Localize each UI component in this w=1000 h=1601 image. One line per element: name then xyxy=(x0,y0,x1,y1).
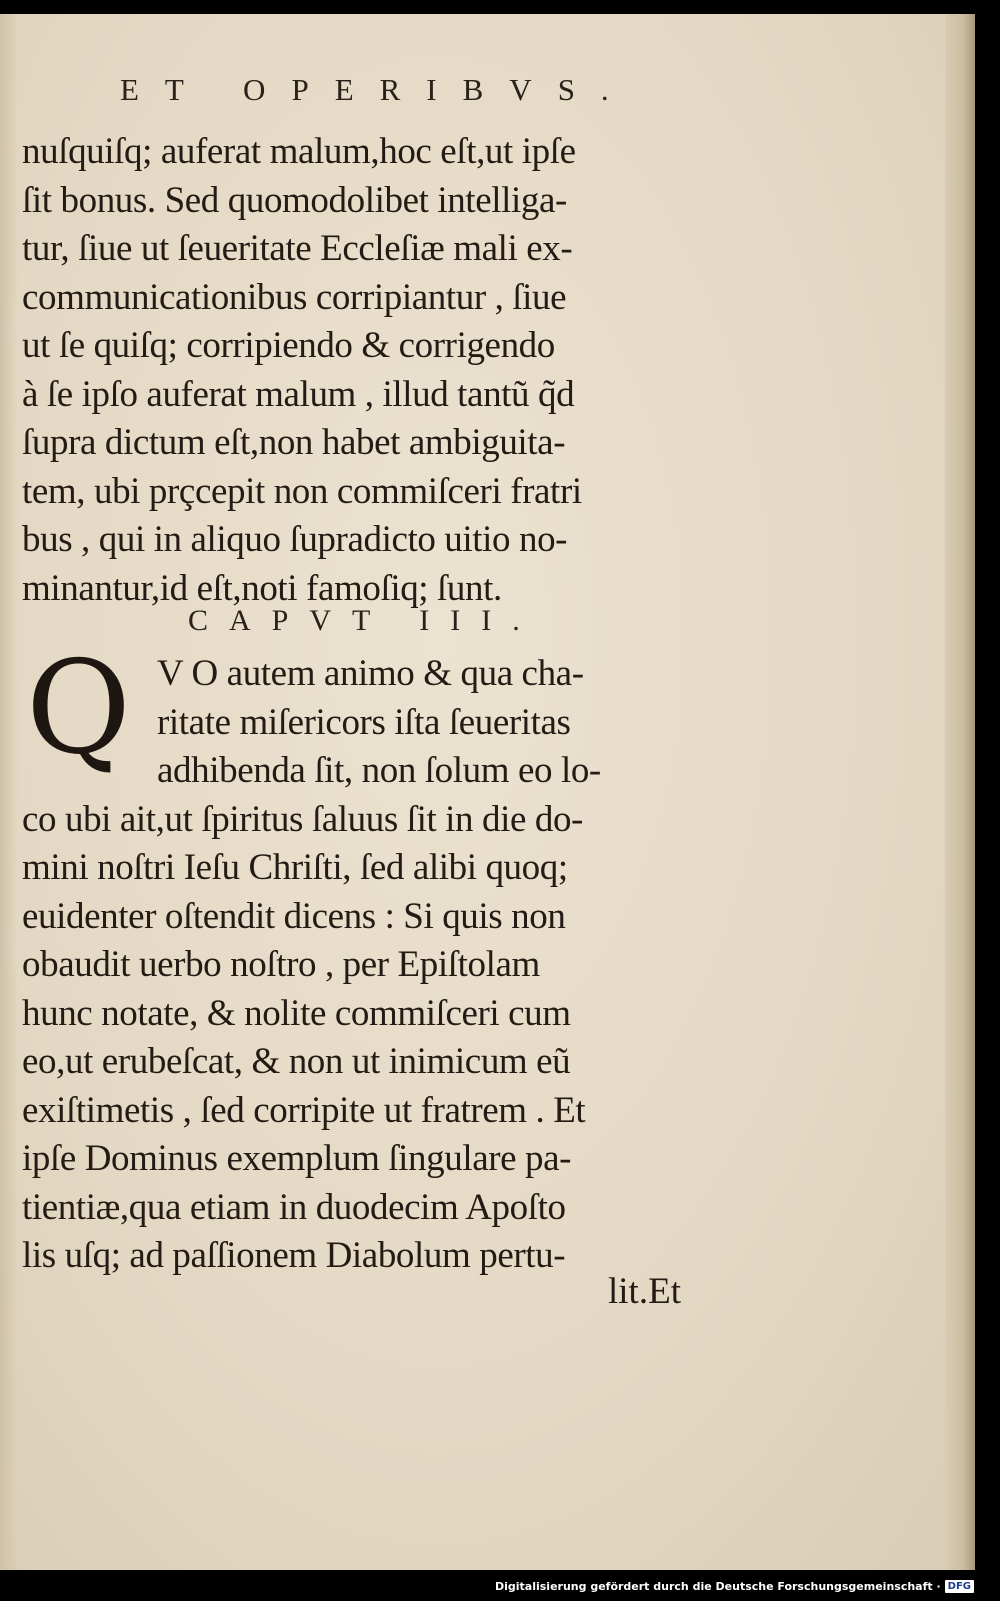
text-line: exiſtimetis , ſed corripite ut fratrem . Et xyxy=(22,1089,586,1131)
text-line: obaudit uerbo noſtro , per Epiſtolam xyxy=(22,944,540,985)
text-line: ipſe Dominus exemplum ſingulare pa- xyxy=(22,1138,572,1179)
text-line: ut ſe quiſq; corripiendo & corrigendo xyxy=(22,325,555,366)
digitization-footer xyxy=(495,1577,974,1595)
drop-cap-initial: Q xyxy=(26,634,131,783)
footer-text: Digitalisierung gefördert durch die Deutsche Forschungsgemeinschaft · xyxy=(494,1579,941,1593)
running-head: ET OPERIBVS. xyxy=(120,72,635,107)
catchword: lit.Et xyxy=(608,1271,681,1312)
page-edge xyxy=(945,14,975,1570)
text-line: lis uſq; ad paſſionem Diabolum pertu- xyxy=(22,1235,566,1276)
chapter-heading: CAPVT III. xyxy=(188,604,541,637)
text-line: mini noſtri Ieſu Chriſti, ſed alibi quoq; xyxy=(22,847,568,888)
text-line: co ubi ait,ut ſpiritus ſaluus ſit in die do- xyxy=(22,798,583,840)
text-line: V O autem animo & qua cha- xyxy=(157,653,584,694)
text-line: hunc notate, & nolite commiſceri cum xyxy=(22,992,571,1034)
text-line: bus , qui in aliquo ſupradicto uitio no- xyxy=(22,519,568,560)
dfg-logo: DFG xyxy=(945,1580,974,1593)
text-line: nuſquiſq; auferat malum,hoc eſt,ut ipſe xyxy=(22,131,576,172)
text-line: ritate miſericors iſta ſeueritas xyxy=(157,701,571,743)
text-line: tem, ubi prçcepit non commiſceri fratri xyxy=(22,470,582,512)
text-line: minantur,id eſt,noti famoſiq; ſunt. xyxy=(22,567,502,609)
text-line: communicationibus corripiantur , ſiue xyxy=(22,276,567,318)
text-line: à ſe ipſo auferat malum , illud tantũ q̃d xyxy=(22,373,575,415)
text-line: euidenter oſtendit dicens : Si quis non xyxy=(22,895,566,937)
text-line: adhibenda ſit, non ſolum eo lo- xyxy=(157,750,601,791)
text-line: ſupra dictum eſt,non habet ambiguita- xyxy=(22,422,566,463)
text-line: tur, ſiue ut ſeueritate Eccleſiæ mali ex- xyxy=(22,228,573,269)
page-gutter-shadow xyxy=(0,14,18,1570)
text-line: eo,ut erubeſcat, & non ut inimicum eũ xyxy=(22,1041,571,1082)
text-block-chapter xyxy=(22,634,722,1281)
text-line: ſit bonus. Sed quomodolibet intelliga- xyxy=(22,179,567,221)
text-line: tientiæ,qua etiam in duodecim Apoſto xyxy=(22,1186,566,1228)
text-block-top xyxy=(22,128,722,613)
